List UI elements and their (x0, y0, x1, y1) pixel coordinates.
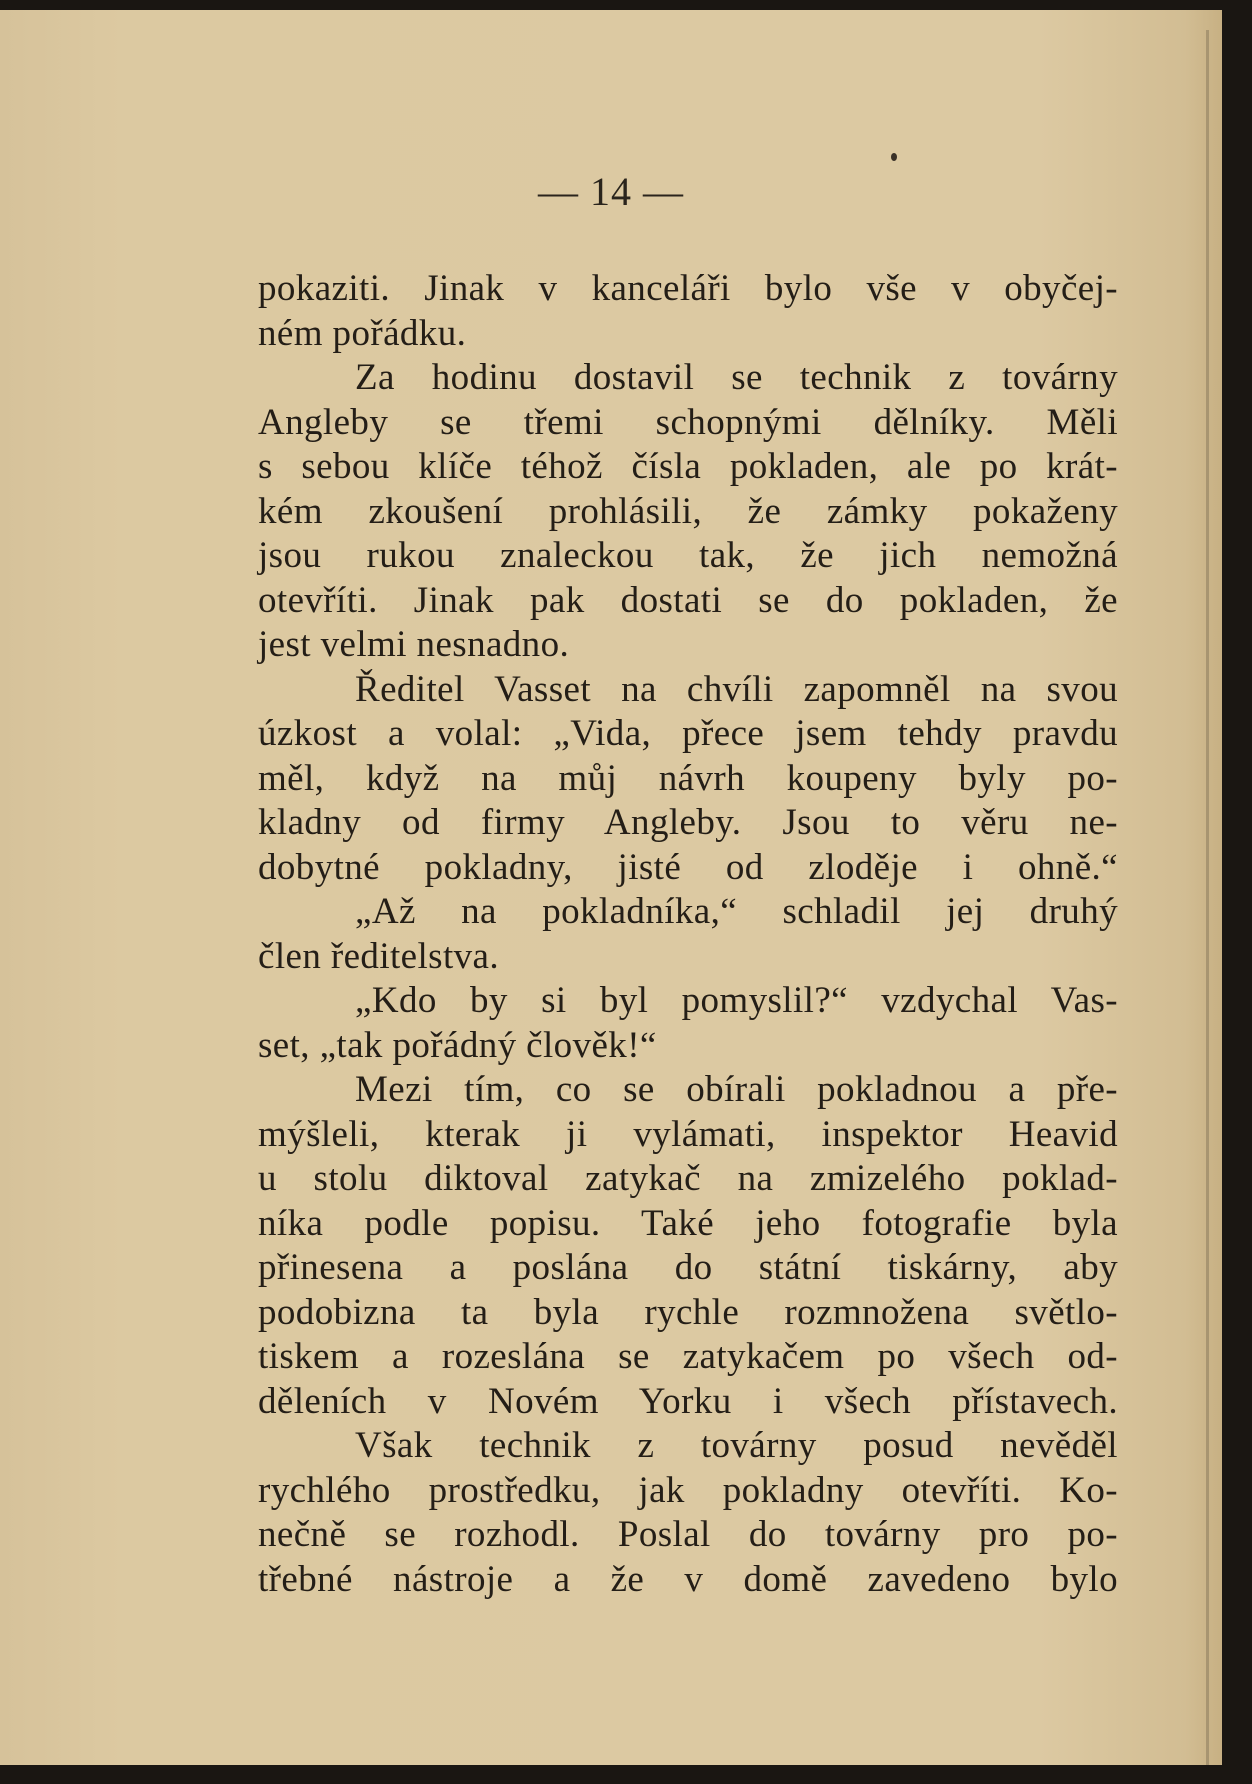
text-line: s sebou klíče téhož čísla pokladen, ale po krát- (258, 446, 1118, 487)
page-edge (1206, 30, 1209, 1765)
text-line: kém zkoušení prohlásili, že zámky pokaženy (258, 490, 1118, 532)
text-line: podobizna ta byla rychle rozmnožena světlo- (258, 1291, 1118, 1333)
page-number: — 14 — (538, 169, 684, 214)
text-line: jsou rukou znaleckou tak, že jich nemožná (258, 535, 1118, 576)
text-line: otevříti. Jinak pak dostati se do pokladen, že (258, 579, 1118, 621)
text-line: dobytné pokladny, jisté od zloděje i ohně.“ (258, 846, 1118, 888)
text-line: Mezi tím, co se obírali pokladnou a pře- (355, 1069, 1118, 1110)
text-line: nečně se rozhodl. Poslal do továrny pro po- (258, 1514, 1118, 1555)
scan-border (0, 1765, 1252, 1784)
text-line: Ředitel Vasset na chvíli zapomněl na svou (355, 668, 1118, 710)
text-line: jest velmi nesnadno. (258, 624, 570, 665)
text-line: Za hodinu dostavil se technik z továrny (355, 357, 1118, 398)
text-line: Však technik z továrny posud nevěděl (355, 1425, 1118, 1466)
ink-speck (891, 153, 897, 161)
book-page (0, 10, 1222, 1765)
text-line: u stolu diktoval zatykač na zmizelého poklad- (258, 1158, 1118, 1199)
body-text (258, 267, 1118, 1602)
text-line: přinesena a poslána do státní tiskárny, aby (258, 1247, 1118, 1288)
text-line: „Kdo by si byl pomyslil?“ vzdychal Vas- (355, 980, 1118, 1021)
text-line: děleních v Novém Yorku i všech přístavech. (258, 1380, 1118, 1422)
text-line: pokaziti. Jinak v kanceláři bylo vše v obyčej- (258, 268, 1118, 309)
text-line: úzkost a volal: „Vida, přece jsem tehdy pravdu (258, 713, 1118, 754)
text-line: tiskem a rozeslána se zatykačem po všech od- (258, 1336, 1118, 1377)
text-line: rychlého prostředku, jak pokladny otevříti. Ko- (258, 1469, 1118, 1511)
text-line: ném pořádku. (258, 312, 467, 354)
text-line: měl, když na můj návrh koupeny byly po- (258, 757, 1118, 799)
text-line: kladny od firmy Angleby. Jsou to věru ne- (258, 802, 1118, 843)
text-line: set, „tak pořádný člověk!“ (258, 1024, 657, 1066)
text-line: níka podle popisu. Také jeho fotografie byla (258, 1202, 1118, 1244)
text-line: člen ředitelstva. (258, 935, 500, 977)
text-line: Angleby se třemi schopnými dělníky. Měli (258, 401, 1118, 443)
text-line: „Až na pokladníka,“ schladil jej druhý (355, 891, 1118, 932)
text-line: mýšleli, kterak ji vylámati, inspektor Heavid (258, 1113, 1118, 1155)
text-line: třebné nástroje a že v domě zavedeno bylo (258, 1558, 1118, 1600)
